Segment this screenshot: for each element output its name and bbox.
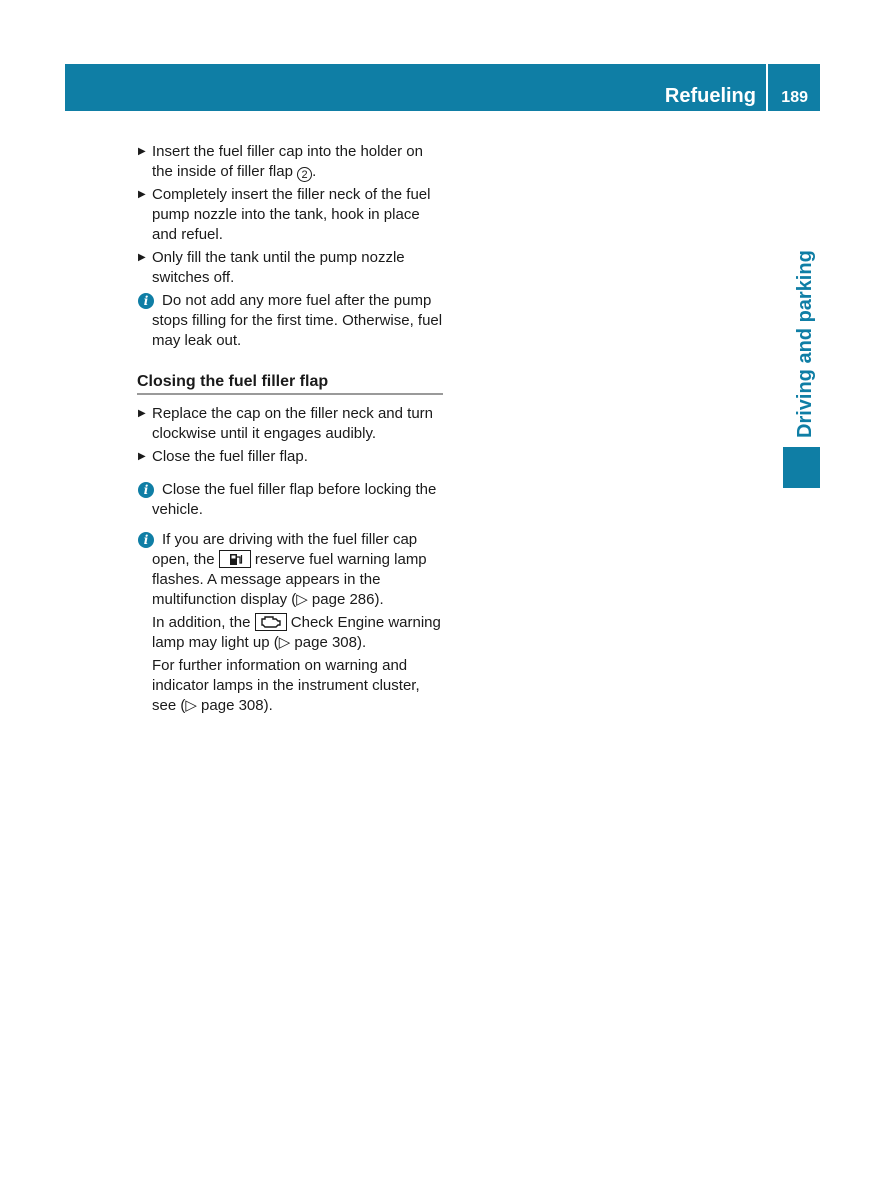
fuel-pump-icon <box>219 550 251 568</box>
info-note <box>137 530 443 716</box>
note-text: For further information on warning and indicator lamps in the instrument cluster, see (▷ page 308). <box>152 657 420 714</box>
step-item <box>137 142 443 182</box>
note-text: Do not add any more fuel after the pump stops filling for the first time. Otherwise, fuel may leak out. <box>152 292 443 349</box>
step-text: Replace the cap on the filler neck and turn clockwise until it engages audibly. <box>152 405 434 442</box>
chapter-tab-marker <box>783 447 820 488</box>
note-text: Check Engine warning lamp may light up (▷ page 308). <box>152 614 441 651</box>
chapter-tab-label: Driving and parking <box>794 250 816 438</box>
note-text: reserve fuel warning lamp flashes. A message appears in the multifunction display (▷ page 286). <box>152 551 427 608</box>
note-text: Close the fuel filler flap before locking the vehicle. <box>152 481 437 518</box>
triangle-right-icon: ▶ <box>138 451 146 462</box>
info-icon: i <box>138 532 154 548</box>
triangle-right-icon: ▶ <box>138 146 146 157</box>
callout-number: 2 <box>297 167 312 182</box>
step-item <box>137 185 443 245</box>
check-engine-icon <box>255 613 287 631</box>
step-text: Insert the fuel filler cap into the holder on the inside of filler flap <box>152 143 423 180</box>
page-header <box>65 64 820 111</box>
step-item <box>137 447 443 467</box>
triangle-right-icon: ▶ <box>138 189 146 200</box>
triangle-right-icon: ▶ <box>138 252 146 263</box>
step-item <box>137 248 443 288</box>
note-text: If you are driving with the fuel filler cap open, the <box>152 531 418 568</box>
step-text: Only fill the tank until the pump nozzle switches off. <box>152 249 405 286</box>
step-text-end: . <box>312 163 317 180</box>
header-divider <box>766 64 768 111</box>
section-heading: Closing the fuel filler flap <box>137 372 443 395</box>
step-text: Close the fuel filler flap. <box>152 448 308 465</box>
main-content <box>137 142 443 716</box>
page-number: 189 <box>781 89 808 106</box>
step-text: Completely insert the filler neck of the fuel pump nozzle into the tank, hook in place and refuel. <box>152 186 431 243</box>
info-icon: i <box>138 293 154 309</box>
info-note <box>137 291 443 351</box>
step-item <box>137 404 443 444</box>
note-text: In addition, the <box>152 614 251 631</box>
page-title: Refueling <box>664 85 756 107</box>
info-icon: i <box>138 482 154 498</box>
triangle-right-icon: ▶ <box>138 408 146 419</box>
info-note <box>137 480 443 520</box>
